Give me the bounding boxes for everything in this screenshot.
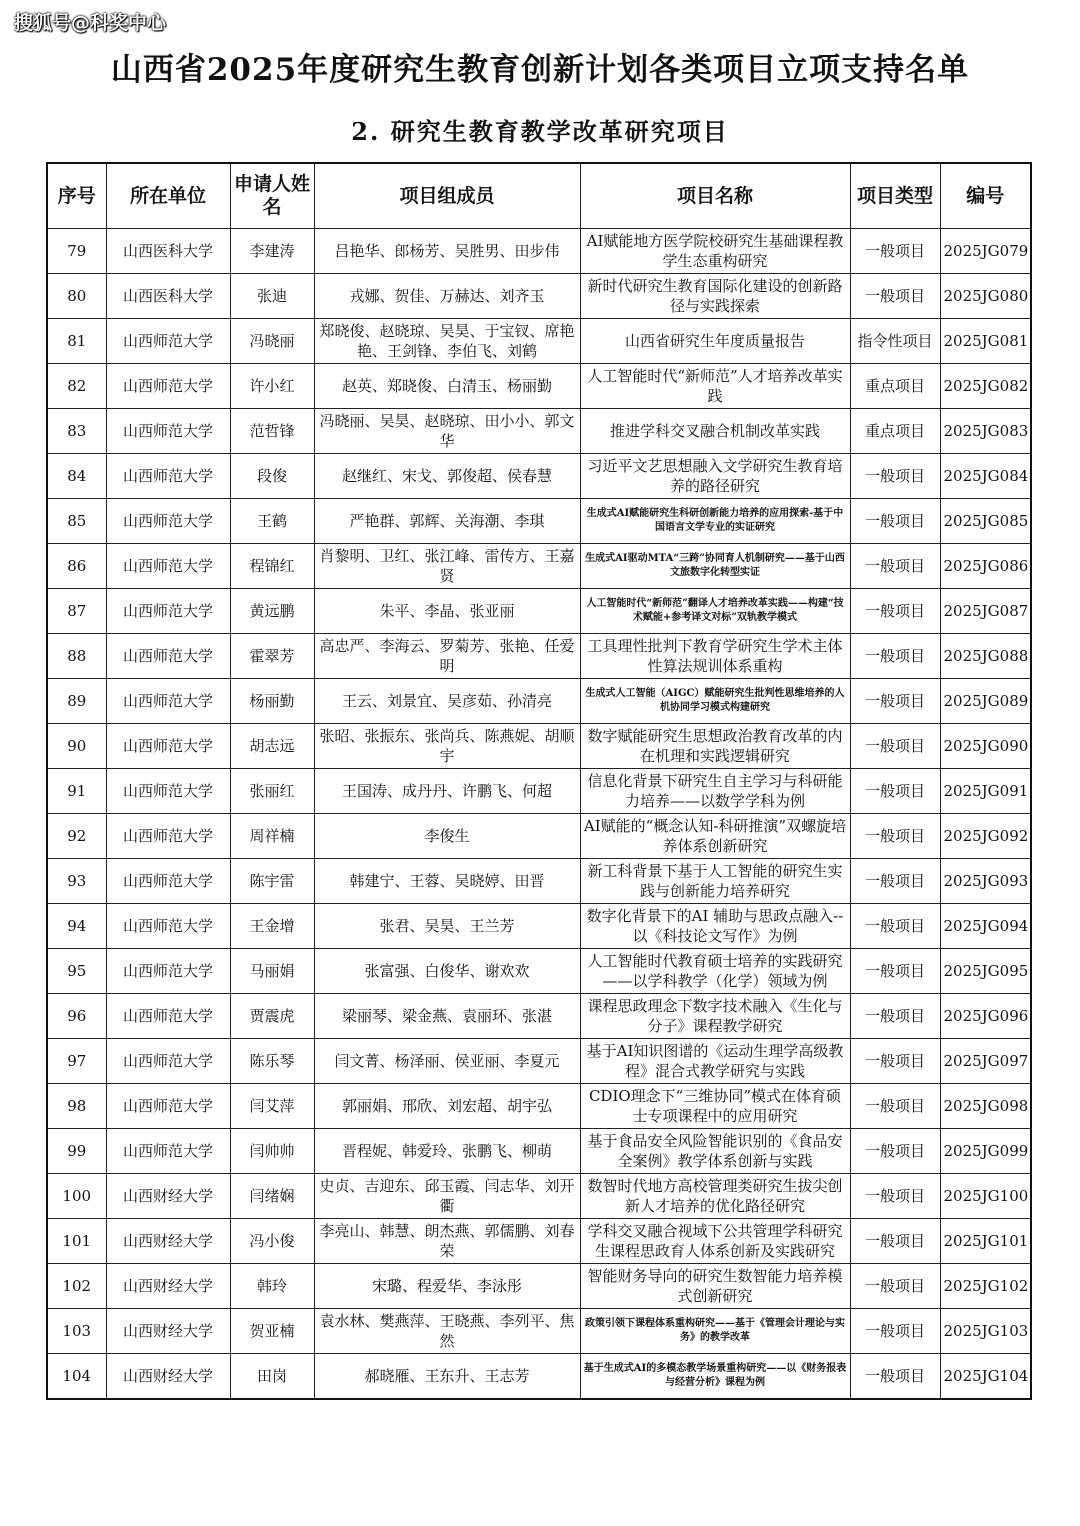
- cell-project: 生成式人工智能（AIGC）赋能研究生批判性思维培养的人机协同学习模式构建研究: [580, 679, 850, 724]
- cell-unit: 山西师范大学: [106, 1084, 230, 1129]
- cell-unit: 山西师范大学: [106, 994, 230, 1039]
- cell-applicant: 胡志远: [230, 724, 314, 769]
- cell-members: 朱平、李晶、张亚丽: [314, 589, 580, 634]
- cell-code: 2025JG083: [940, 409, 1031, 454]
- cell-type: 重点项目: [850, 409, 940, 454]
- cell-no: 85: [47, 499, 106, 544]
- cell-project: 数智时代地方高校管理类研究生拔尖创新人才培养的优化路径研究: [580, 1174, 850, 1219]
- cell-unit: 山西师范大学: [106, 409, 230, 454]
- table-row: [47, 364, 1031, 409]
- cell-applicant: 王鹤: [230, 499, 314, 544]
- cell-unit: 山西师范大学: [106, 904, 230, 949]
- cell-applicant: 李建涛: [230, 229, 314, 274]
- cell-members: 袁水林、樊燕萍、王晓燕、李列平、焦然: [314, 1309, 580, 1354]
- cell-project: 人工智能时代教育硕士培养的实践研究——以学科教学（化学）领域为例: [580, 949, 850, 994]
- cell-applicant: 杨丽勤: [230, 679, 314, 724]
- table-row: [47, 319, 1031, 364]
- cell-members: 张君、吴昊、王兰芳: [314, 904, 580, 949]
- cell-applicant: 闫艾萍: [230, 1084, 314, 1129]
- cell-unit: 山西医科大学: [106, 274, 230, 319]
- cell-applicant: 王金增: [230, 904, 314, 949]
- cell-type: 一般项目: [850, 544, 940, 589]
- cell-code: 2025JG087: [940, 589, 1031, 634]
- table-row: [47, 409, 1031, 454]
- cell-code: 2025JG100: [940, 1174, 1031, 1219]
- cell-applicant: 张丽红: [230, 769, 314, 814]
- cell-members: 郝晓雁、王东升、王志芳: [314, 1354, 580, 1400]
- cell-code: 2025JG090: [940, 724, 1031, 769]
- table-row: [47, 679, 1031, 724]
- cell-unit: 山西师范大学: [106, 949, 230, 994]
- cell-project: 新工科背景下基于人工智能的研究生实践与创新能力培养研究: [580, 859, 850, 904]
- cell-type: 一般项目: [850, 814, 940, 859]
- cell-project: 山西省研究生年度质量报告: [580, 319, 850, 364]
- cell-members: 史贞、吉迎东、邱玉霞、闫志华、刘开衢: [314, 1174, 580, 1219]
- cell-members: 晋程妮、韩爱玲、张鹏飞、柳萌: [314, 1129, 580, 1174]
- cell-members: 王云、刘景宜、吴彦茹、孙清亮: [314, 679, 580, 724]
- cell-type: 一般项目: [850, 1039, 940, 1084]
- cell-project: 基于生成式AI的多模态教学场景重构研究——以《财务报表与经营分析》课程为例: [580, 1354, 850, 1400]
- cell-type: 一般项目: [850, 589, 940, 634]
- cell-no: 86: [47, 544, 106, 589]
- cell-type: 一般项目: [850, 1129, 940, 1174]
- cell-project: 生成式AI驱动MTA“三跨”协同育人机制研究——基于山西文旅数字化转型实证: [580, 544, 850, 589]
- cell-type: 一般项目: [850, 454, 940, 499]
- cell-members: 赵继红、宋戈、郭俊超、侯春慧: [314, 454, 580, 499]
- cell-code: 2025JG094: [940, 904, 1031, 949]
- cell-project: 学科交叉融合视域下公共管理学科研究生课程思政育人体系创新及实践研究: [580, 1219, 850, 1264]
- cell-project: 基于AI知识图谱的《运动生理学高级教程》混合式教学研究与实践: [580, 1039, 850, 1084]
- cell-no: 97: [47, 1039, 106, 1084]
- cell-type: 一般项目: [850, 1264, 940, 1309]
- cell-code: 2025JG081: [940, 319, 1031, 364]
- cell-applicant: 陈宇雷: [230, 859, 314, 904]
- cell-no: 79: [47, 229, 106, 274]
- cell-code: 2025JG088: [940, 634, 1031, 679]
- cell-unit: 山西财经大学: [106, 1219, 230, 1264]
- cell-members: 王国涛、成丹丹、许鹏飞、何超: [314, 769, 580, 814]
- cell-project: 新时代研究生教育国际化建设的创新路径与实践探索: [580, 274, 850, 319]
- table-row: [47, 904, 1031, 949]
- cell-code: 2025JG098: [940, 1084, 1031, 1129]
- cell-members: 韩建宁、王蓉、吴晓婷、田晋: [314, 859, 580, 904]
- cell-members: 宋璐、程爱华、李泳彤: [314, 1264, 580, 1309]
- table-row: [47, 454, 1031, 499]
- cell-applicant: 段俊: [230, 454, 314, 499]
- cell-project: 推进学科交叉融合机制改革实践: [580, 409, 850, 454]
- table-row: [47, 1039, 1031, 1084]
- cell-project: 数字化背景下的AI 辅助与思政点融入--以《科技论文写作》为例: [580, 904, 850, 949]
- cell-code: 2025JG095: [940, 949, 1031, 994]
- cell-type: 一般项目: [850, 274, 940, 319]
- cell-code: 2025JG092: [940, 814, 1031, 859]
- cell-code: 2025JG082: [940, 364, 1031, 409]
- table-row: [47, 544, 1031, 589]
- header-unit: 所在单位: [106, 163, 230, 229]
- table-row: [47, 1084, 1031, 1129]
- cell-no: 98: [47, 1084, 106, 1129]
- table-row: [47, 814, 1031, 859]
- cell-unit: 山西医科大学: [106, 229, 230, 274]
- cell-no: 90: [47, 724, 106, 769]
- cell-members: 冯晓丽、吴昊、赵晓琼、田小小、郭文华: [314, 409, 580, 454]
- cell-applicant: 冯晓丽: [230, 319, 314, 364]
- header-type: 项目类型: [850, 163, 940, 229]
- cell-code: 2025JG097: [940, 1039, 1031, 1084]
- cell-project: AI赋能地方医学院校研究生基础课程教学生态重构研究: [580, 229, 850, 274]
- cell-applicant: 黄远鹏: [230, 589, 314, 634]
- cell-unit: 山西师范大学: [106, 769, 230, 814]
- header-applicant: 申请人姓名: [230, 163, 314, 229]
- table-row: [47, 1264, 1031, 1309]
- cell-members: 严艳群、郭辉、关海潮、李琪: [314, 499, 580, 544]
- table-header-row: [47, 163, 1031, 229]
- cell-unit: 山西师范大学: [106, 1129, 230, 1174]
- cell-code: 2025JG089: [940, 679, 1031, 724]
- cell-members: 梁丽琴、梁金燕、袁丽环、张湛: [314, 994, 580, 1039]
- cell-members: 李亮山、韩慧、朗杰燕、郭儒鹏、刘春荣: [314, 1219, 580, 1264]
- cell-members: 闫文菁、杨泽丽、侯亚丽、李夏元: [314, 1039, 580, 1084]
- cell-code: 2025JG099: [940, 1129, 1031, 1174]
- cell-type: 一般项目: [850, 769, 940, 814]
- cell-type: 一般项目: [850, 499, 940, 544]
- cell-type: 一般项目: [850, 904, 940, 949]
- cell-type: 一般项目: [850, 634, 940, 679]
- cell-no: 93: [47, 859, 106, 904]
- cell-code: 2025JG086: [940, 544, 1031, 589]
- cell-applicant: 陈乐琴: [230, 1039, 314, 1084]
- table-row: [47, 769, 1031, 814]
- cell-unit: 山西师范大学: [106, 544, 230, 589]
- cell-project: AI赋能的“概念认知-科研推演”双螺旋培养体系创新研究: [580, 814, 850, 859]
- cell-members: 高忠严、李海云、罗菊芳、张艳、任爱明: [314, 634, 580, 679]
- cell-unit: 山西师范大学: [106, 679, 230, 724]
- cell-no: 81: [47, 319, 106, 364]
- cell-project: 信息化背景下研究生自主学习与科研能力培养——以数学学科为例: [580, 769, 850, 814]
- cell-members: 戎娜、贺佳、万赫达、刘齐玉: [314, 274, 580, 319]
- table-row: [47, 724, 1031, 769]
- table-row: [47, 859, 1031, 904]
- cell-code: 2025JG101: [940, 1219, 1031, 1264]
- cell-project: 数字赋能研究生思想政治教育改革的内在机理和实践逻辑研究: [580, 724, 850, 769]
- cell-unit: 山西师范大学: [106, 499, 230, 544]
- cell-unit: 山西师范大学: [106, 814, 230, 859]
- cell-no: 102: [47, 1264, 106, 1309]
- cell-applicant: 贾震虎: [230, 994, 314, 1039]
- project-table: [46, 162, 1032, 1400]
- cell-project: 生成式AI赋能研究生科研创新能力培养的应用探索-基于中国语言文学专业的实证研究: [580, 499, 850, 544]
- cell-code: 2025JG079: [940, 229, 1031, 274]
- cell-project: 人工智能时代“新师范”人才培养改革实践: [580, 364, 850, 409]
- cell-unit: 山西师范大学: [106, 364, 230, 409]
- cell-no: 101: [47, 1219, 106, 1264]
- cell-unit: 山西财经大学: [106, 1264, 230, 1309]
- cell-unit: 山西师范大学: [106, 589, 230, 634]
- cell-type: 指令性项目: [850, 319, 940, 364]
- table-row: [47, 589, 1031, 634]
- table-body: [47, 229, 1031, 1400]
- header-no: 序号: [47, 163, 106, 229]
- cell-no: 96: [47, 994, 106, 1039]
- cell-no: 103: [47, 1309, 106, 1354]
- cell-unit: 山西师范大学: [106, 724, 230, 769]
- cell-members: 张富强、白俊华、谢欢欢: [314, 949, 580, 994]
- cell-project: 人工智能时代“新师范”翻译人才培养改革实践——构建“技术赋能+参考译文对标”双轨教学模式: [580, 589, 850, 634]
- table-row: [47, 499, 1031, 544]
- cell-applicant: 程锦红: [230, 544, 314, 589]
- cell-unit: 山西师范大学: [106, 454, 230, 499]
- cell-unit: 山西师范大学: [106, 1039, 230, 1084]
- cell-applicant: 韩玲: [230, 1264, 314, 1309]
- cell-code: 2025JG104: [940, 1354, 1031, 1400]
- cell-members: 张昭、张振东、张尚兵、陈燕妮、胡顺宇: [314, 724, 580, 769]
- cell-project: 课程思政理念下数字技术融入《生化与分子》课程教学研究: [580, 994, 850, 1039]
- cell-applicant: 田岗: [230, 1354, 314, 1400]
- page-title: 山西省2025年度研究生教育创新计划各类项目立项支持名单: [110, 52, 970, 88]
- cell-unit: 山西师范大学: [106, 634, 230, 679]
- cell-applicant: 闫绪娴: [230, 1174, 314, 1219]
- cell-code: 2025JG085: [940, 499, 1031, 544]
- header-project: 项目名称: [580, 163, 850, 229]
- cell-no: 83: [47, 409, 106, 454]
- cell-applicant: 闫帅帅: [230, 1129, 314, 1174]
- cell-applicant: 张迪: [230, 274, 314, 319]
- cell-no: 91: [47, 769, 106, 814]
- table-row: [47, 1219, 1031, 1264]
- cell-type: 一般项目: [850, 994, 940, 1039]
- cell-applicant: 冯小俊: [230, 1219, 314, 1264]
- table-row: [47, 229, 1031, 274]
- cell-no: 95: [47, 949, 106, 994]
- cell-code: 2025JG091: [940, 769, 1031, 814]
- cell-code: 2025JG080: [940, 274, 1031, 319]
- cell-unit: 山西财经大学: [106, 1354, 230, 1400]
- cell-unit: 山西财经大学: [106, 1174, 230, 1219]
- cell-applicant: 贺亚楠: [230, 1309, 314, 1354]
- cell-project: CDIO理念下“三维协同”模式在体育硕士专项课程中的应用研究: [580, 1084, 850, 1129]
- cell-no: 104: [47, 1354, 106, 1400]
- cell-type: 一般项目: [850, 1219, 940, 1264]
- cell-applicant: 范哲锋: [230, 409, 314, 454]
- cell-type: 一般项目: [850, 229, 940, 274]
- cell-members: 肖黎明、卫红、张江峰、雷传方、王嘉贤: [314, 544, 580, 589]
- watermark: 搜狐号@科奖中心: [14, 12, 167, 34]
- cell-no: 94: [47, 904, 106, 949]
- table-row: [47, 994, 1031, 1039]
- table-row: [47, 1354, 1031, 1400]
- cell-members: 郑晓俊、赵晓琼、吴昊、于宝钗、席艳艳、王剑锋、李伯飞、刘鹤: [314, 319, 580, 364]
- cell-members: 郭丽娟、邢欣、刘宏超、胡宇弘: [314, 1084, 580, 1129]
- cell-project: 习近平文艺思想融入文学研究生教育培养的路径研究: [580, 454, 850, 499]
- header-code: 编号: [940, 163, 1031, 229]
- cell-project: 智能财务导向的研究生数智能力培养模式创新研究: [580, 1264, 850, 1309]
- cell-type: 一般项目: [850, 1309, 940, 1354]
- cell-unit: 山西财经大学: [106, 1309, 230, 1354]
- cell-type: 一般项目: [850, 679, 940, 724]
- header-members: 项目组成员: [314, 163, 580, 229]
- cell-code: 2025JG103: [940, 1309, 1031, 1354]
- cell-members: 赵英、郑晓俊、白清玉、杨丽勤: [314, 364, 580, 409]
- cell-project: 政策引领下课程体系重构研究——基于《管理会计理论与实务》的教学改革: [580, 1309, 850, 1354]
- table-row: [47, 949, 1031, 994]
- cell-code: 2025JG093: [940, 859, 1031, 904]
- cell-applicant: 马丽娟: [230, 949, 314, 994]
- table-row: [47, 634, 1031, 679]
- cell-members: 吕艳华、郎杨芳、吴胜男、田步伟: [314, 229, 580, 274]
- cell-no: 89: [47, 679, 106, 724]
- cell-applicant: 霍翠芳: [230, 634, 314, 679]
- cell-code: 2025JG102: [940, 1264, 1031, 1309]
- table-row: [47, 1129, 1031, 1174]
- cell-applicant: 周祥楠: [230, 814, 314, 859]
- cell-no: 84: [47, 454, 106, 499]
- cell-type: 重点项目: [850, 364, 940, 409]
- cell-type: 一般项目: [850, 1174, 940, 1219]
- cell-no: 88: [47, 634, 106, 679]
- table-row: [47, 1174, 1031, 1219]
- cell-no: 87: [47, 589, 106, 634]
- cell-type: 一般项目: [850, 949, 940, 994]
- cell-unit: 山西师范大学: [106, 319, 230, 364]
- cell-no: 92: [47, 814, 106, 859]
- cell-type: 一般项目: [850, 859, 940, 904]
- cell-project: 基于食品安全风险智能识别的《食品安全案例》教学体系创新与实践: [580, 1129, 850, 1174]
- cell-unit: 山西师范大学: [106, 859, 230, 904]
- cell-no: 100: [47, 1174, 106, 1219]
- cell-no: 82: [47, 364, 106, 409]
- section-subtitle: 2. 研究生教育教学改革研究项目: [351, 117, 729, 146]
- cell-applicant: 许小红: [230, 364, 314, 409]
- cell-code: 2025JG084: [940, 454, 1031, 499]
- cell-type: 一般项目: [850, 724, 940, 769]
- table-row: [47, 274, 1031, 319]
- cell-code: 2025JG096: [940, 994, 1031, 1039]
- cell-members: 李俊生: [314, 814, 580, 859]
- cell-no: 80: [47, 274, 106, 319]
- cell-type: 一般项目: [850, 1354, 940, 1400]
- table-row: [47, 1309, 1031, 1354]
- cell-type: 一般项目: [850, 1084, 940, 1129]
- cell-project: 工具理性批判下教育学研究生学术主体性算法规训体系重构: [580, 634, 850, 679]
- cell-no: 99: [47, 1129, 106, 1174]
